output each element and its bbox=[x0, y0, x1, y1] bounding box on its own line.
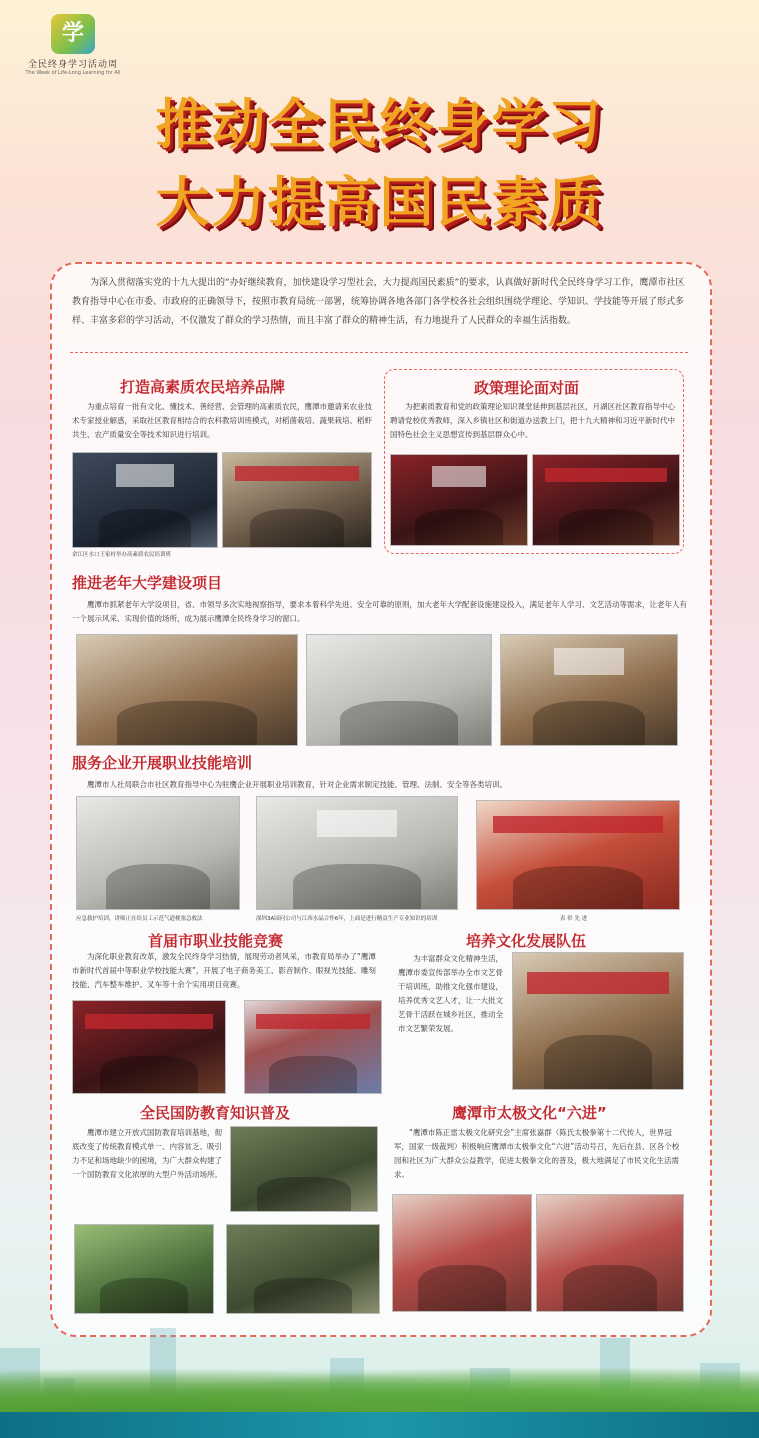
bottom-band bbox=[0, 1412, 759, 1438]
enterprise-photo-1 bbox=[76, 796, 240, 910]
farmer-title: 打造高素质农民培养品牌 bbox=[120, 378, 286, 396]
policy-title: 政策理论面对面 bbox=[474, 379, 580, 397]
enterprise-text: 鹰潭市人社局联合市社区教育指导中心为驻鹰企业开展职业培训教育，针对企业需求制定技能、管理、法制、安全等各类培训。 bbox=[87, 780, 507, 789]
logo-mark-icon: 学 bbox=[51, 14, 95, 54]
headline-line2: 大力提高国民素质 bbox=[155, 171, 604, 234]
taiji-title: 鹰潭市太极文化“六进” bbox=[452, 1104, 607, 1122]
contest-title: 首届市职业技能竞赛 bbox=[148, 932, 284, 950]
defense-title: 全民国防教育知识普及 bbox=[140, 1104, 291, 1122]
elder-photo-2 bbox=[306, 634, 492, 746]
elder-text: 鹰潭市抓紧老年大学设项目，省、市领导多次实地视察指导，要求本着科学先进、安全可靠的原则，加大老年大学配套设施建设投入，满足老年人学习、文艺活动等需求，让老年人有一个展示风采、实现价值的场所，成为展示鹰潭全民终身学习的窗口。 bbox=[72, 600, 687, 623]
enterprise-photo-3 bbox=[476, 800, 680, 910]
enterprise-photo-2 bbox=[256, 796, 458, 910]
culture-title: 培养文化发展队伍 bbox=[466, 932, 587, 950]
taiji-photo-1 bbox=[392, 1194, 532, 1312]
headline-line1: 推动全民终身学习 bbox=[155, 93, 604, 156]
taiji-photo-2 bbox=[536, 1194, 684, 1312]
defense-text: 鹰潭市建立开放式国防教育培训基地，彻底改变了传统教育模式单一、内容贫乏、吸引力不足和场地缺少的困境，为广大群众构建了一个国防教育文化浓厚的大型户外活动场所。 bbox=[72, 1128, 222, 1179]
culture-text: 为丰富群众文化精神生活，鹰潭市委宣传部举办全市文艺骨干培训班，助推文化强市建设，培养优秀文艺人才，让一大批文艺骨干活跃在城乡社区，推动全市文艺繁荣发展。 bbox=[398, 954, 503, 1033]
taiji-text: “鹰潭市陈正雷太极文化研究会”主席张嘉群（陈氏太极拳第十二代传人，世界冠军，国家一级裁判）积极响应鹰潭市太极拳文化“六进”活动号召，先后在县、区各个校园和社区为广大群众公益教学，促进太极拳文化的普及，极大地满足了市民文化生活需求。 bbox=[394, 1128, 680, 1179]
enterprise-caption-2: 深圳3A园问公司与江西水晶合作6年，上面是进行精益生产专业知识的培训 bbox=[256, 916, 438, 922]
policy-photo-1 bbox=[390, 454, 528, 546]
enterprise-title: 服务企业开展职业技能培训 bbox=[72, 754, 253, 772]
farmer-photo-2 bbox=[222, 452, 372, 548]
elder-title: 推进老年大学建设项目 bbox=[72, 574, 223, 592]
logo-subtitle: The Week of Life-Long Learning for All bbox=[25, 70, 121, 76]
contest-photo-1 bbox=[72, 1000, 226, 1094]
contest-text: 为深化职业教育改革，激发全民终身学习热情，展现劳动者风采，市教育局举办了“鹰潭市新时代首届中等职业学校技能大赛”，开展了电子商务美工、影音制作、眼视光技能、雕刻技能、汽车整车维护、叉车等十余个实用项目竞赛。 bbox=[72, 952, 376, 989]
defense-photo-3 bbox=[226, 1224, 380, 1314]
enterprise-caption-3: 表 彰 先 进 bbox=[560, 916, 588, 922]
culture-photo bbox=[512, 952, 684, 1090]
defense-photo-2 bbox=[74, 1224, 214, 1314]
policy-photo-2 bbox=[532, 454, 680, 546]
farmer-caption: 余江区水口王家村举办高素质农民培训班 bbox=[72, 552, 172, 558]
contest-photo-2 bbox=[244, 1000, 382, 1094]
policy-text: 为把素质教育和党的政策理论知识课堂延伸到基层社区，月湖区社区教育指导中心聘请党校优秀教师，深入乡镇社区和街道办送教上门，把十九大精神和习近平新时代中国特色社会主义思想宣传到基层群众心中。 bbox=[390, 402, 675, 439]
defense-photo-1 bbox=[230, 1126, 378, 1212]
logo bbox=[18, 14, 128, 76]
section-divider bbox=[70, 352, 688, 353]
farmer-photo-1 bbox=[72, 452, 218, 548]
elder-photo-1 bbox=[76, 634, 298, 746]
logo-brand: 全民终身学习活动周 bbox=[27, 60, 118, 70]
enterprise-caption-1: 应急救护培训，讲师正在给员工示范气道梗塞急救法 bbox=[76, 916, 203, 922]
elder-photo-3 bbox=[500, 634, 678, 746]
farmer-text: 为重点培育一批有文化、懂技术、善经营、会管理的高素质农民，鹰潭市邀请来农业技术专家授业解惑，采取社区教育相结合的农科教培训班模式，对稻菌栽培、蔬果栽培、稻虾共生、农产质量安全等技术知识进行培训。 bbox=[72, 402, 372, 439]
intro-paragraph: 为深入贯彻落实党的十九大提出的“办好继续教育，加快建设学习型社会，大力提高国民素质”的要求，认真做好新时代全民终身学习工作，鹰潭市社区教育指导中心在市委、市政府的正确领导下，按照市教育局统一部署，统筹协调各地各部门各学校各社会组织围绕学理论、学知识、学技能等开展了形式多样、丰富多彩的学习活动，不仅激发了群众的学习热情，而且丰富了群众的精神生活，有力地提升了人民群众的幸福生活指数。 bbox=[72, 278, 685, 326]
